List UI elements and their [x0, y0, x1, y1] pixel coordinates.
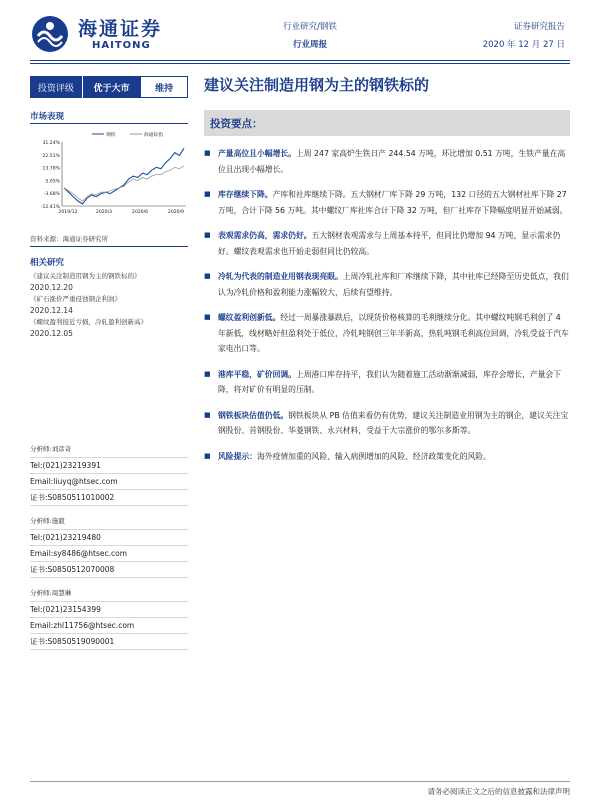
- analyst-card: [30, 514, 188, 578]
- related-research: [30, 256, 147, 339]
- footer-disclaimer: 请务必阅读正文之后的信息披露和法律声明: [427, 787, 570, 796]
- related-item-date: 2020.12.14: [30, 306, 73, 315]
- point-lead: 表观需求仍高，需求仍好。: [218, 231, 312, 240]
- analyst-tel: Tel:(021)23154399: [30, 602, 188, 618]
- industry-label: 行业研究/钢铁: [283, 22, 337, 32]
- list-item: [204, 408, 570, 439]
- list-item: [204, 228, 570, 259]
- logo-en: HAITONG: [92, 40, 151, 51]
- point-text: 上周 247 家高炉生铁日产 244.54 万吨，环比增加 0.51 万吨，生铁产量在高位且出现小幅增长。: [218, 149, 566, 174]
- footer-divider: [30, 781, 570, 782]
- analyst-name: 分析师:施毅: [30, 514, 188, 530]
- list-item: [204, 449, 570, 465]
- point-lead: 库存继续下降。: [218, 190, 273, 199]
- rating-label: 投资评级: [30, 76, 82, 98]
- point-text: 上周冷轧社库和厂库继续下降，其中社库已经降至历史低点，我们认为冷轧价格和盈利能力涨幅较大，后续有望维持。: [218, 272, 569, 297]
- report-type: 证券研究报告: [513, 22, 565, 32]
- list-item: [204, 187, 570, 218]
- analyst-email[interactable]: Email:sy8486@htsec.com: [30, 546, 188, 562]
- y-tick-label: 13.78%: [42, 166, 60, 172]
- report-title: 建议关注制造用钢为主的钢铁标的: [204, 76, 430, 94]
- rating-change: 维持: [140, 76, 188, 98]
- related-item-date: 2020.12.05: [30, 329, 73, 338]
- list-item: [204, 310, 570, 357]
- point-text: 产库和社库继续下降。五大钢材厂库下降 29 万吨，132 口径的五大钢材社库下降 27 万吨，合计下降 56 万吨。其中螺纹厂库社库合计下降 32 万吨，但厂社库存下降幅度明显开始减弱。: [218, 190, 568, 215]
- points-heading: 投资要点：: [210, 118, 263, 130]
- point-text: 海外疫情加重的风险、输入病例增加的风险、经济政策变化的风险。: [256, 451, 491, 461]
- bullet-icon: ■: [204, 190, 211, 198]
- y-tick-label: 31.24%: [42, 141, 60, 146]
- report-date: 2020 年 12 月 27 日: [482, 40, 565, 50]
- bullet-icon: ■: [204, 410, 211, 419]
- analyst-tel: Tel:(021)23219480: [30, 530, 188, 546]
- legend-label-0: 钢铁: [106, 133, 116, 138]
- bullet-icon: ■: [204, 313, 211, 321]
- y-tick-label: 5.05%: [45, 179, 60, 185]
- analyst-email[interactable]: Email:liuyq@htsec.com: [30, 474, 188, 490]
- analyst-email[interactable]: Email:zhl11756@htsec.com: [30, 618, 188, 634]
- related-item[interactable]: [30, 316, 147, 339]
- header-divider: [30, 60, 570, 61]
- report-kind: 行业周报: [292, 40, 327, 50]
- x-tick-label: 2020/3: [95, 210, 113, 215]
- analyst-list: [30, 442, 188, 650]
- related-heading: 相关研究: [30, 258, 65, 268]
- analyst-name: 分析师:周慧琳: [30, 586, 188, 602]
- x-tick-label: 2020/6: [131, 210, 149, 215]
- list-item: [204, 269, 570, 300]
- analyst-cert: 证书:S0850519090001: [30, 634, 188, 650]
- points-list: [204, 146, 570, 474]
- related-item-date: 2020.12.20: [30, 283, 73, 292]
- point-text: 上周港口库存持平，我们认为随着施工活动渐渐减弱，库存会增长，产量会下降，将对矿价有明显的压制。: [218, 369, 562, 394]
- related-item-title: 《螺纹盈利接近亏损，冷轧盈利创新高》: [30, 318, 147, 326]
- related-item-title: 《矿石涨价严重侵蚀钢企利润》: [30, 295, 121, 303]
- source-divider: [30, 246, 188, 247]
- analyst-name: 分析师:刘彦奇: [30, 442, 188, 458]
- market-divider: [30, 123, 188, 124]
- bullet-icon: ■: [204, 451, 211, 460]
- header-divider-2: [30, 63, 570, 64]
- x-tick-label: 2020/9: [167, 210, 185, 215]
- point-lead: 冷轧为代表的制造业用钢表现亮眼。: [218, 272, 343, 281]
- rating-value: 优于大市: [82, 76, 141, 98]
- related-item-title: 《建议关注制造用钢为主的钢铁标的》: [30, 272, 141, 280]
- series-line-0: [64, 148, 184, 204]
- analyst-tel: Tel:(021)23219391: [30, 458, 188, 474]
- y-tick-label: -3.68%: [43, 192, 60, 198]
- list-item: [204, 367, 570, 398]
- y-tick-label: 22.51%: [42, 153, 60, 159]
- bullet-icon: ■: [204, 149, 211, 157]
- point-lead: 港库平稳，矿价回调。: [218, 369, 296, 379]
- point-text: 五大钢材表观需求与上周基本持平，但同比仍增加 94 万吨，显示需求仍好。螺纹表观需求也开始走弱但同比仍较高。: [218, 231, 561, 256]
- point-text: 钢铁板块从 PB 估值来看仍有优势，建议关注制造业用钢为主的钢企，建议关注宝钢股份、首钢股份、华菱钢铁、永兴材料，受益于大宗涨价的鄂尔多斯等。: [218, 410, 569, 435]
- list-item: [204, 146, 570, 177]
- point-lead: 风险提示：: [218, 451, 257, 461]
- bullet-icon: ■: [204, 231, 211, 239]
- haitong-emblem-icon: [30, 14, 70, 54]
- analyst-cert: 证书:S0850511010002: [30, 490, 188, 506]
- x-tick-label: 2019/12: [58, 210, 78, 215]
- related-item[interactable]: [30, 293, 147, 316]
- company-logo: [30, 14, 195, 54]
- logo-cn: 海通证券: [78, 18, 163, 40]
- points-header: [204, 110, 570, 136]
- bullet-icon: ■: [204, 369, 211, 378]
- market-chart-svg: [30, 126, 190, 218]
- point-lead: 螺纹盈利创新低。: [218, 313, 281, 322]
- legend-label-1: 海通综指: [144, 133, 164, 138]
- related-item[interactable]: [30, 270, 147, 293]
- point-lead: 产量高位且小幅增长。: [218, 149, 296, 158]
- rating-bar: [30, 76, 188, 98]
- market-heading: 市场表现: [30, 112, 65, 122]
- point-text: 经过一周暴涨暴跌后，以现货价格核算的毛利继续分化。其中螺纹吨钢毛利创了 4 年新低，线材略好但盈利处于低位，冷轧吨钢创三年半新高，热轧吨钢毛利高位回调，冷轧受益于汽车家电出口等。: [218, 313, 569, 353]
- series-line-1: [64, 166, 184, 201]
- point-lead: 钢铁板块估值仍低。: [218, 410, 289, 420]
- analyst-cert: 证书:S0850512070008: [30, 562, 188, 578]
- bullet-icon: ■: [204, 272, 211, 280]
- market-chart: [30, 126, 190, 218]
- chart-source: 资料来源：海通证券研究所: [30, 235, 108, 243]
- analyst-card: [30, 442, 188, 506]
- analyst-card: [30, 586, 188, 650]
- y-tick-label: -12.41%: [40, 205, 60, 210]
